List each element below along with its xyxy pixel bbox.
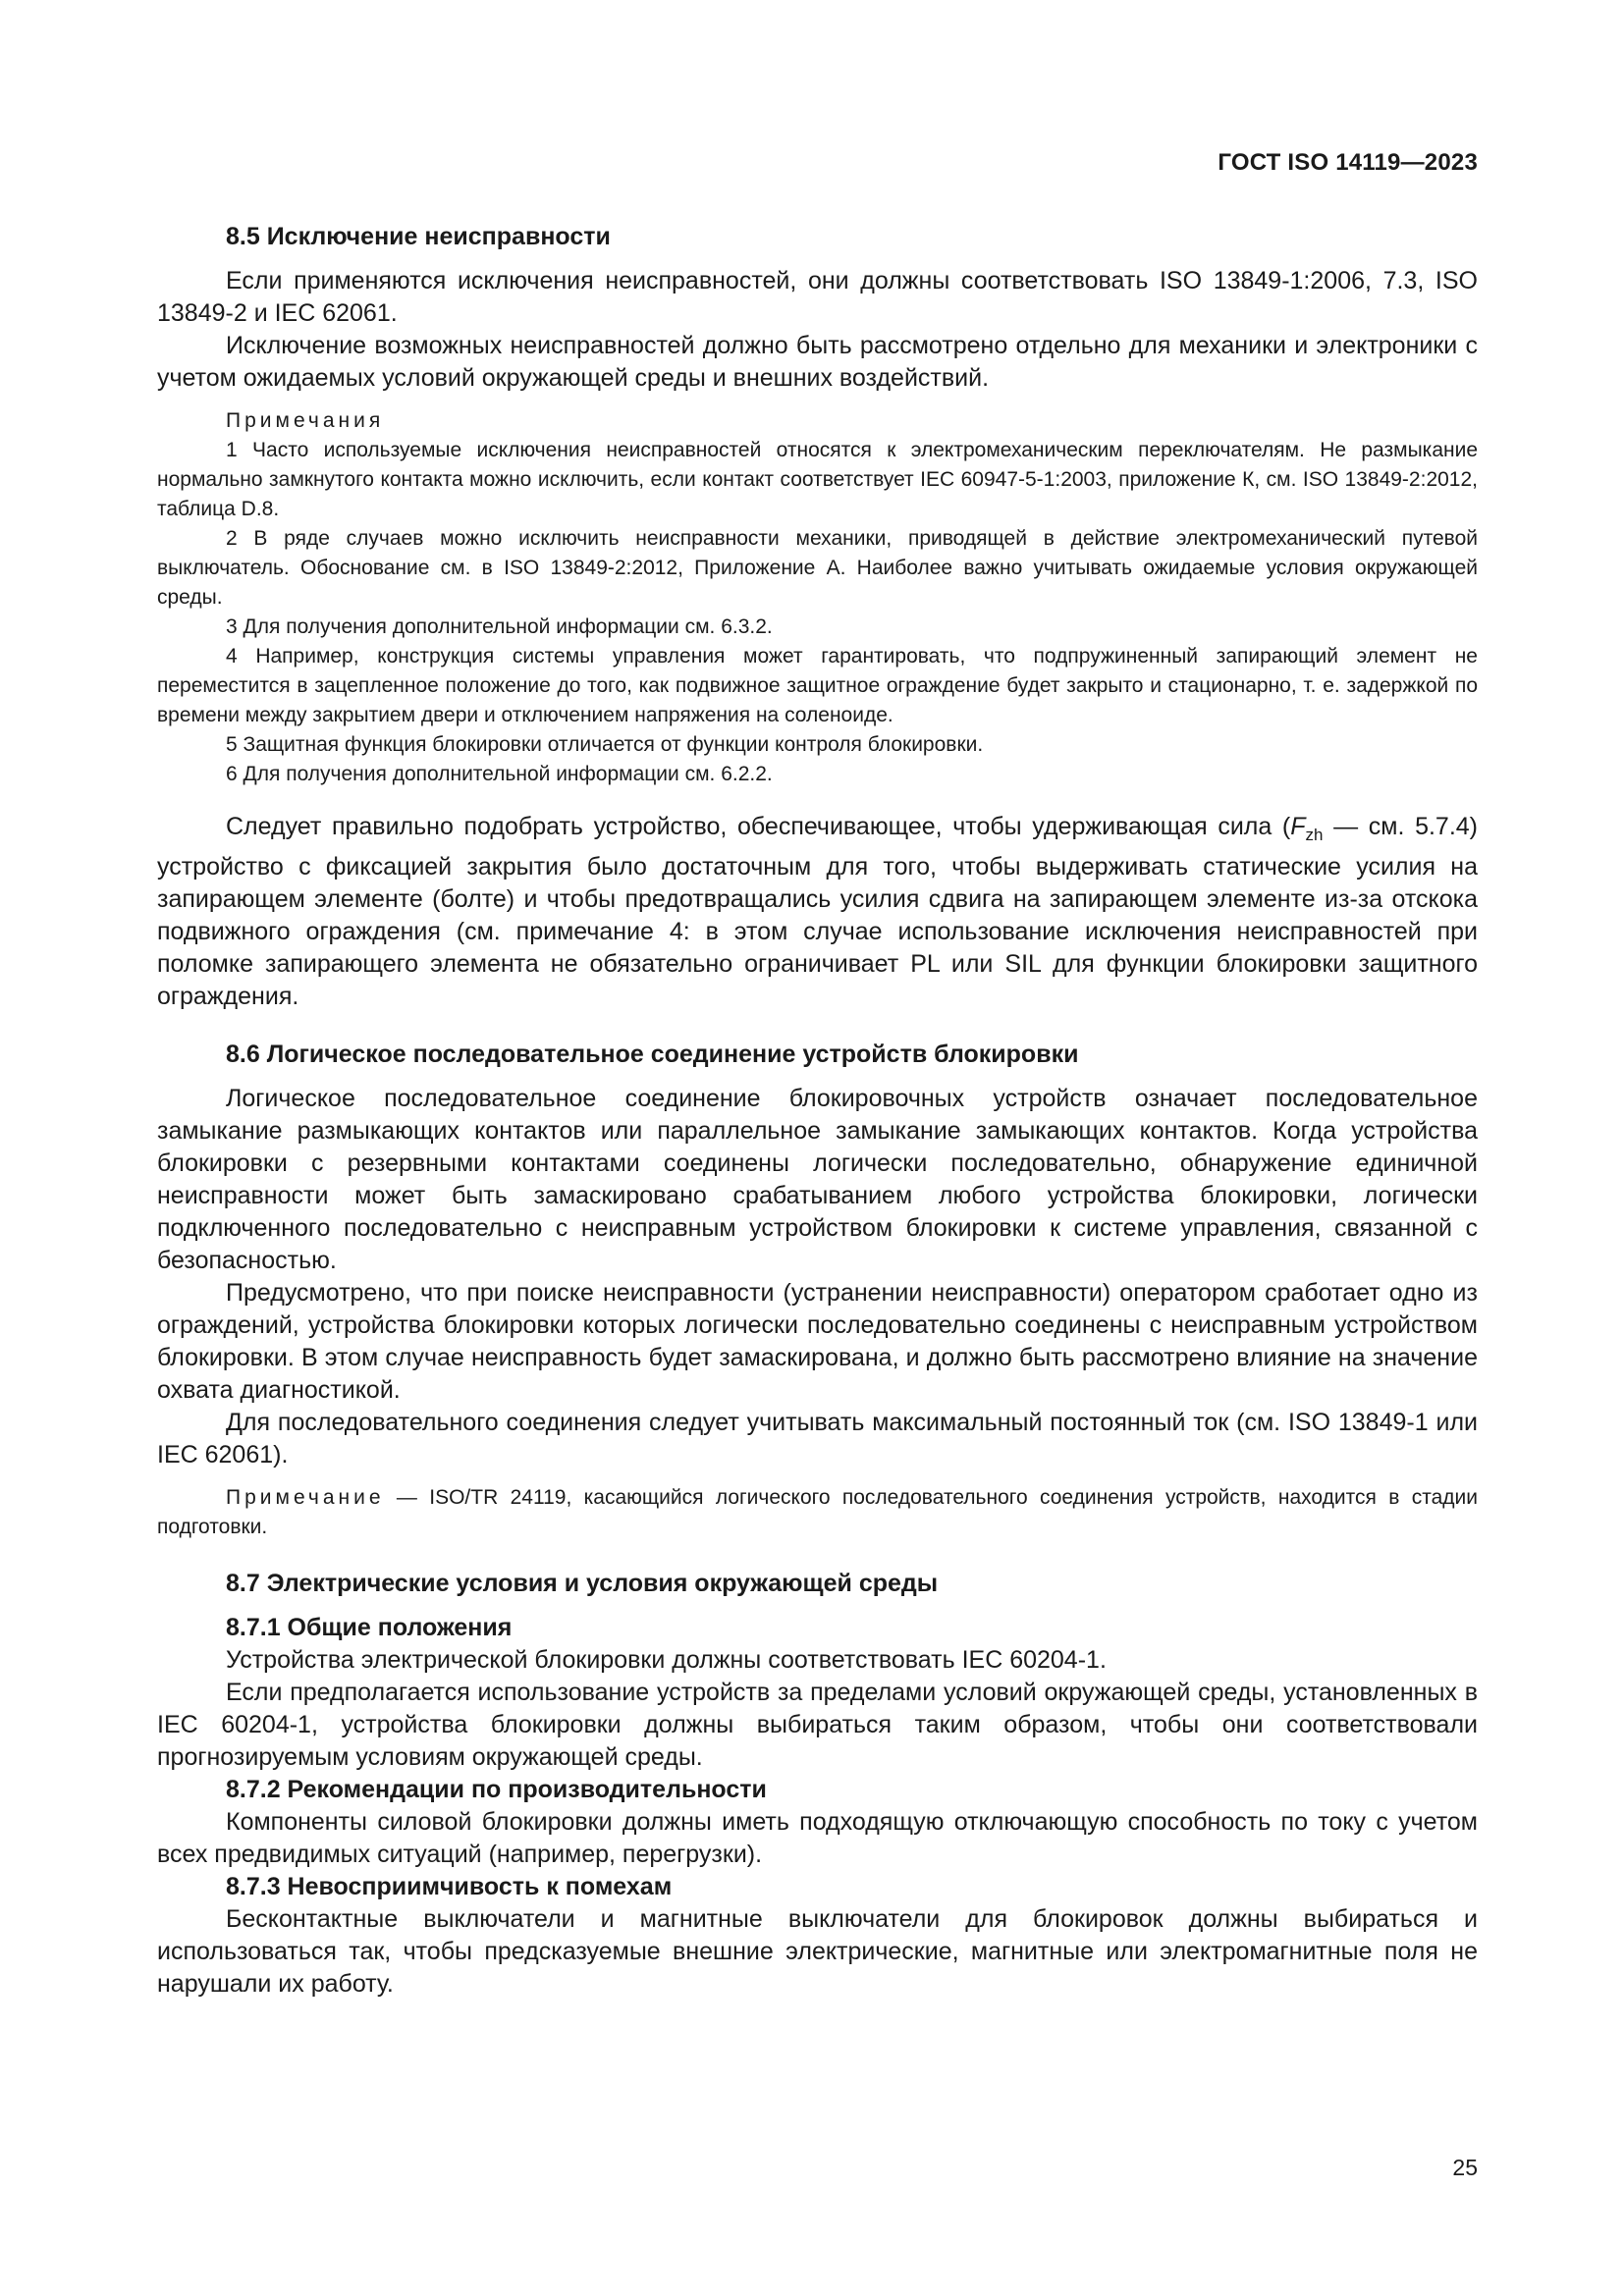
- note-6: 6 Для получения дополнительной информации см. 6.2.2.: [226, 763, 773, 785]
- section-8-7-2-heading: 8.7.2 Рекомендации по производительности: [226, 1776, 767, 1803]
- section-8-6-note: [157, 1483, 1478, 1542]
- section-8-7-1-heading: 8.7.1 Общие положения: [226, 1614, 513, 1641]
- section-8-7-3-heading: 8.7.3 Невосприимчивость к помехам: [226, 1873, 673, 1900]
- section-8-7-1-paragraph-1: Устройства электрической блокировки должны соответствовать IEC 60204-1.: [226, 1646, 1107, 1674]
- note-2: 2 В ряде случаев можно исключить неисправности механики, приводящей в действие электромеханический путевой выключатель. Обоснование см. в ISO 13849-2:2012, Приложение А. Наиболее важно учитывать ожидаемые условия окружающей среды.: [157, 527, 1478, 609]
- note-5: 5 Защитная функция блокировки отличается от функции контроля блокировки.: [226, 733, 984, 756]
- page-content: [157, 221, 1478, 2001]
- section-8-6-heading: 8.6 Логическое последовательное соединение устройств блокировки: [226, 1041, 1079, 1068]
- section-8-5-paragraph-3: [157, 811, 1478, 1013]
- document-page: [157, 0, 1478, 2296]
- section-8-7-3-paragraph-1: Бесконтактные выключатели и магнитные выключатели для блокировок должны выбираться и использоваться так, чтобы предсказуемые внешние электрические, магнитные или электромагнитные поля не нарушали их работу.: [157, 1905, 1478, 1998]
- notes-heading: Примечания: [226, 409, 385, 432]
- force-symbol-subscript: zh: [1305, 826, 1324, 844]
- section-8-6-paragraph-3: Для последовательного соединения следует учитывать максимальный постоянный ток (см. ISO 13849-1 или IEC 62061).: [157, 1409, 1478, 1468]
- paragraph-3-start: Следует правильно подобрать устройство, обеспечивающее, чтобы удерживающая сила (: [226, 813, 1291, 840]
- section-8-7-heading: 8.7 Электрические условия и условия окружающей среды: [226, 1570, 939, 1597]
- page-number: 25: [1452, 2155, 1478, 2180]
- note-text: — ISO/TR 24119, касающийся логического последовательного соединения устройств, находится в стадии подготовки.: [157, 1486, 1478, 1538]
- section-8-7-1-paragraph-2: Если предполагается использование устройств за пределами условий окружающей среды, установленных в IEC 60204-1, устройства блокировки должны выбираться таким образом, чтобы они соответствовали прогнозируемым условиям окружающей среды.: [157, 1679, 1478, 1771]
- section-8-6-paragraph-2: Предусмотрено, что при поиске неисправности (устранении неисправности) оператором сработает одно из ограждений, устройства блокировки которых логически последовательно соединены с неисправным устройством блокировки. В этом случае неисправность будет замаскирована, и должно быть рассмотрено влияние на значение охвата диагностикой.: [157, 1279, 1478, 1404]
- section-8-5-paragraph-2: Исключение возможных неисправностей должно быть рассмотрено отдельно для механики и электроники с учетом ожидаемых условий окружающей среды и внешних воздействий.: [157, 332, 1478, 392]
- note-1: 1 Часто используемые исключения неисправностей относятся к электромеханическим переключателям. Не размыкание нормально замкнутого контакта можно исключить, если контакт соответствует IEC 60947-5-1:2003, приложение К, см. ISO 13849-2:2012, таблица D.8.: [157, 439, 1478, 520]
- section-8-7-2-paragraph-1: Компоненты силовой блокировки должны иметь подходящую отключающую способность по току с учетом всех предвидимых ситуаций (например, перегрузки).: [157, 1808, 1478, 1868]
- section-8-5-heading: 8.5 Исключение неисправности: [226, 223, 611, 250]
- section-8-6-paragraph-1: Логическое последовательное соединение блокировочных устройств означает последовательное замыкание размыкающих контактов или параллельное замыкание замыкающих контактов. Когда устройства блокировки с резервными контактами соединены логически последовательно, обнаружение единичной неисправности может быть замаскировано срабатыванием любого устройства блокировки, логически подключенного последовательно с неисправным устройством блокировки к системе управления, связанной с безопасностью.: [157, 1085, 1478, 1274]
- note-3: 3 Для получения дополнительной информации см. 6.3.2.: [226, 615, 773, 638]
- paragraph-3-rest: — см. 5.7.4) устройство с фиксацией закрытия было достаточным для того, чтобы выдерживать статические усилия на запирающем элементе (болте) и чтобы предотвращались усилия сдвига на запирающем элементе из-за отскока подвижного ограждения (см. примечание 4: в этом случае использование исключения неисправностей при поломке запирающего элемента не обязательно ограничивает PL или SIL для функции блокировки защитного ограждения.: [157, 813, 1478, 1010]
- force-symbol: F: [1290, 813, 1306, 840]
- note-4: 4 Например, конструкция системы управления может гарантировать, что подпружиненный запирающий элемент не переместится в зацепленное положение до того, как подвижное защитное ограждение будет закрыто и стационарно, т. е. задержкой по времени между закрытием двери и отключением напряжения на соленоиде.: [157, 645, 1478, 726]
- note-label: Примечание: [226, 1486, 385, 1509]
- document-code-header: ГОСТ ISO 14119—2023: [1218, 149, 1478, 176]
- section-8-5-paragraph-1: Если применяются исключения неисправностей, они должны соответствовать ISO 13849-1:2006, 7.3, ISO 13849-2 и IEC 62061.: [157, 267, 1478, 327]
